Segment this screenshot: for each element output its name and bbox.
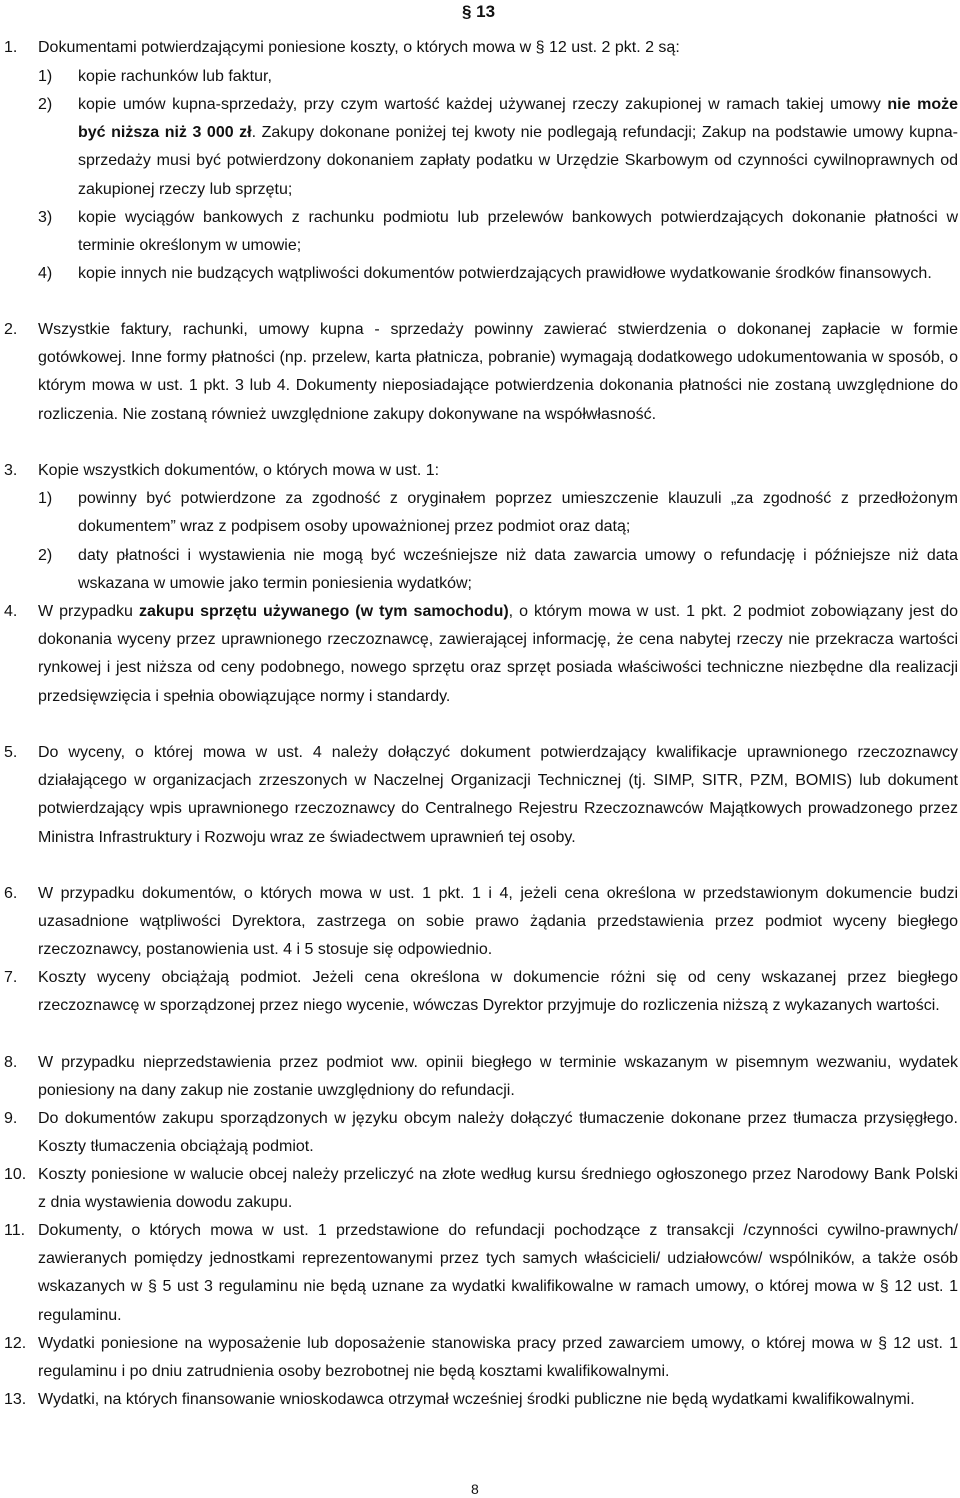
item-number: 4.	[4, 603, 18, 620]
page-number: 8	[471, 1481, 479, 1497]
item-text: Koszty wyceny obciążają podmiot. Jeżeli cena określona w dokumencie różni się od ceny wskazanej przez biegłego rzeczoznawcę w sporządzonej przez niego wycenie, wówczas Dyrektor przyjmuje do rozliczenia niższą z wykazanych wartości.	[38, 969, 958, 1015]
item-text	[38, 598, 958, 711]
subitem-number: 4)	[38, 265, 53, 282]
item-text: W przypadku nieprzedstawienia przez podmiot ww. opinii biegłego w terminie wskazanym w pisemnym wezwaniu, wydatek poniesiony na dany zakup nie zostanie uwzględniony do refundacji.	[38, 1054, 958, 1100]
item-number: 3.	[4, 462, 18, 479]
item-text: Koszty poniesione w walucie obcej należy przeliczyć na złote według kursu średniego ogłoszonego przez Narodowy Bank Polski z dnia wystawienia dowodu zakupu.	[38, 1166, 958, 1212]
item-text-part: W przypadku	[38, 603, 139, 620]
item-number: 5.	[4, 744, 18, 761]
item-text: Dokumentami potwierdzającymi poniesione koszty, o których mowa w § 12 ust. 2 pkt. 2 są:	[38, 39, 680, 56]
section-heading: § 13	[462, 2, 496, 21]
item-text: Kopie wszystkich dokumentów, o których mowa w ust. 1:	[38, 462, 440, 479]
subitem-text-part: . Zakupy dokonane poniżej tej kwoty nie podlegają refundacji; Zakup na podstawie umowy kupna-sprzedaży musi być potwierdzony dokonaniem zapłaty podatku w Urzędzie Skarbowym od czynności cywilnoprawnych od zakupionej rzeczy lub sprzętu;	[78, 124, 958, 198]
subitem-number: 2)	[38, 547, 53, 564]
item-text: Wszystkie faktury, rachunki, umowy kupna - sprzedaży powinny zawierać stwierdzenia o dokonanej zapłacie w formie gotówkowej. Inne formy płatności (np. przelew, karta płatnicza, pobranie) wymagają dodatkowego udokumentowania w sposób, o którym mowa w ust. 1 pkt. 3 lub 4. Dokumenty nieposiadające potwierdzenia dokonania płatności nie zostaną uwzględnione do rozliczenia. Nie zostaną również uwzględnione zakupy dokonywane na współwłasność.	[38, 321, 958, 423]
item-number: 8.	[4, 1054, 18, 1071]
item-number: 10.	[4, 1166, 27, 1183]
item-number: 12.	[4, 1335, 27, 1352]
item-number: 7.	[4, 969, 18, 986]
subitem-text	[78, 91, 958, 204]
subitem-text: daty płatności i wystawienia nie mogą być wcześniejsze niż data zawarcia umowy o refundację i późniejsze niż data wskazana w umowie jako termin poniesienia wydatków;	[78, 547, 958, 593]
item-text: Do wyceny, o której mowa w ust. 4 należy dołączyć dokument potwierdzający kwalifikacje uprawnionego rzeczoznawcy działającego w organizacjach zrzeszonych w Naczelnej Organizacji Technicznej (tj. SIMP, SITR, PZM, BOMIS) lub dokument potwierdzający wpis uprawnionego rzeczoznawcy do Centralnego Rejestru Rzeczoznawców Majątkowych prowadzonego przez Ministra Infrastruktury i Rozwoju wraz ze świadectwem uprawnień tej osoby.	[38, 744, 958, 846]
subitem-text: powinny być potwierdzone za zgodność z oryginałem poprzez umieszczenie klauzuli „za zgodność z przedłożonym dokumentem” wraz z podpisem osoby upoważnionej przez podmiot oraz datą;	[78, 490, 958, 536]
item-text: Wydatki poniesione na wyposażenie lub doposażenie stanowiska pracy przed zawarciem umowy, o której mowa w § 12 ust. 1 regulaminu i po dniu zatrudnienia osoby bezrobotnej nie będą kosztami kwalifikowalnymi.	[38, 1335, 958, 1381]
item-number: 9.	[4, 1110, 18, 1127]
subitem-text-part: kopie umów kupna-sprzedaży, przy czym wartość każdej używanej rzeczy zakupionej w ramach takiej umowy	[78, 96, 888, 113]
subitem-number: 3)	[38, 209, 53, 226]
item-number: 1.	[4, 39, 18, 56]
item-bold-text: zakupu sprzętu używanego (w tym samochodu)	[138, 603, 509, 620]
item-number: 13.	[4, 1391, 27, 1408]
item-text: W przypadku dokumentów, o których mowa w ust. 1 pkt. 1 i 4, jeżeli cena określona w przedstawionym dokumencie budzi uzasadnione wątpliwości Dyrektora, zastrzega on sobie prawo żądania przedstawienia przez podmiot wyceny biegłego rzeczoznawcy, postanowienia ust. 4 i 5 stosuje się odpowiednio.	[38, 885, 958, 959]
item-text: Do dokumentów zakupu sporządzonych w języku obcym należy dołączyć tłumaczenie dokonane przez tłumacza przysięgłego. Koszty tłumaczenia obciążają podmiot.	[38, 1110, 958, 1156]
subitem-bold-text: nie może być niższa niż 3 000 zł	[78, 96, 958, 142]
subitem-text: kopie wyciągów bankowych z rachunku podmiotu lub przelewów bankowych potwierdzających dokonanie płatności w terminie określonym w umowie;	[78, 209, 958, 255]
subitem-number: 1)	[38, 490, 53, 507]
item-number: 2.	[4, 321, 18, 338]
item-number: 11.	[4, 1222, 26, 1239]
item-text: Dokumenty, o których mowa w ust. 1 przedstawione do refundacji pochodzące z transakcji /czynności cywilno-prawnych/ zawieranych pomiędzy jednostkami reprezentowanymi przez tych samych właścicieli/ udziałowców/ wspólników, a także osób wskazanych w § 5 ust 3 regulaminu nie będą uznane za wydatki kwalifikowalne w ramach umowy, o której mowa w § 12 ust. 1 regulaminu.	[38, 1222, 958, 1324]
subitem-number: 1)	[38, 68, 53, 85]
item-text: Wydatki, na których finansowanie wnioskodawca otrzymał wcześniej środki publiczne nie będą wydatkami kwalifikowalnymi.	[38, 1391, 915, 1408]
item-text-part: , o którym mowa w ust. 1 pkt. 2 podmiot zobowiązany jest do dokonania wyceny przez uprawnionego rzeczoznawcę, zawierającej informację, że cena nabytej rzeczy nie przekracza wartości rynkowej i jest niższa od ceny podobnego, nowego sprzętu oraz sprzęt posiada właściwości techniczne niezbędne dla realizacji przedsięwzięcia i spełnia obowiązujące normy i standardy.	[38, 603, 958, 705]
subitem-text: kopie rachunków lub faktur,	[78, 68, 272, 85]
subitem-number: 2)	[38, 96, 53, 113]
subitem-text: kopie innych nie budzących wątpliwości dokumentów potwierdzających prawidłowe wydatkowanie środków finansowych.	[78, 265, 932, 282]
item-number: 6.	[4, 885, 18, 902]
